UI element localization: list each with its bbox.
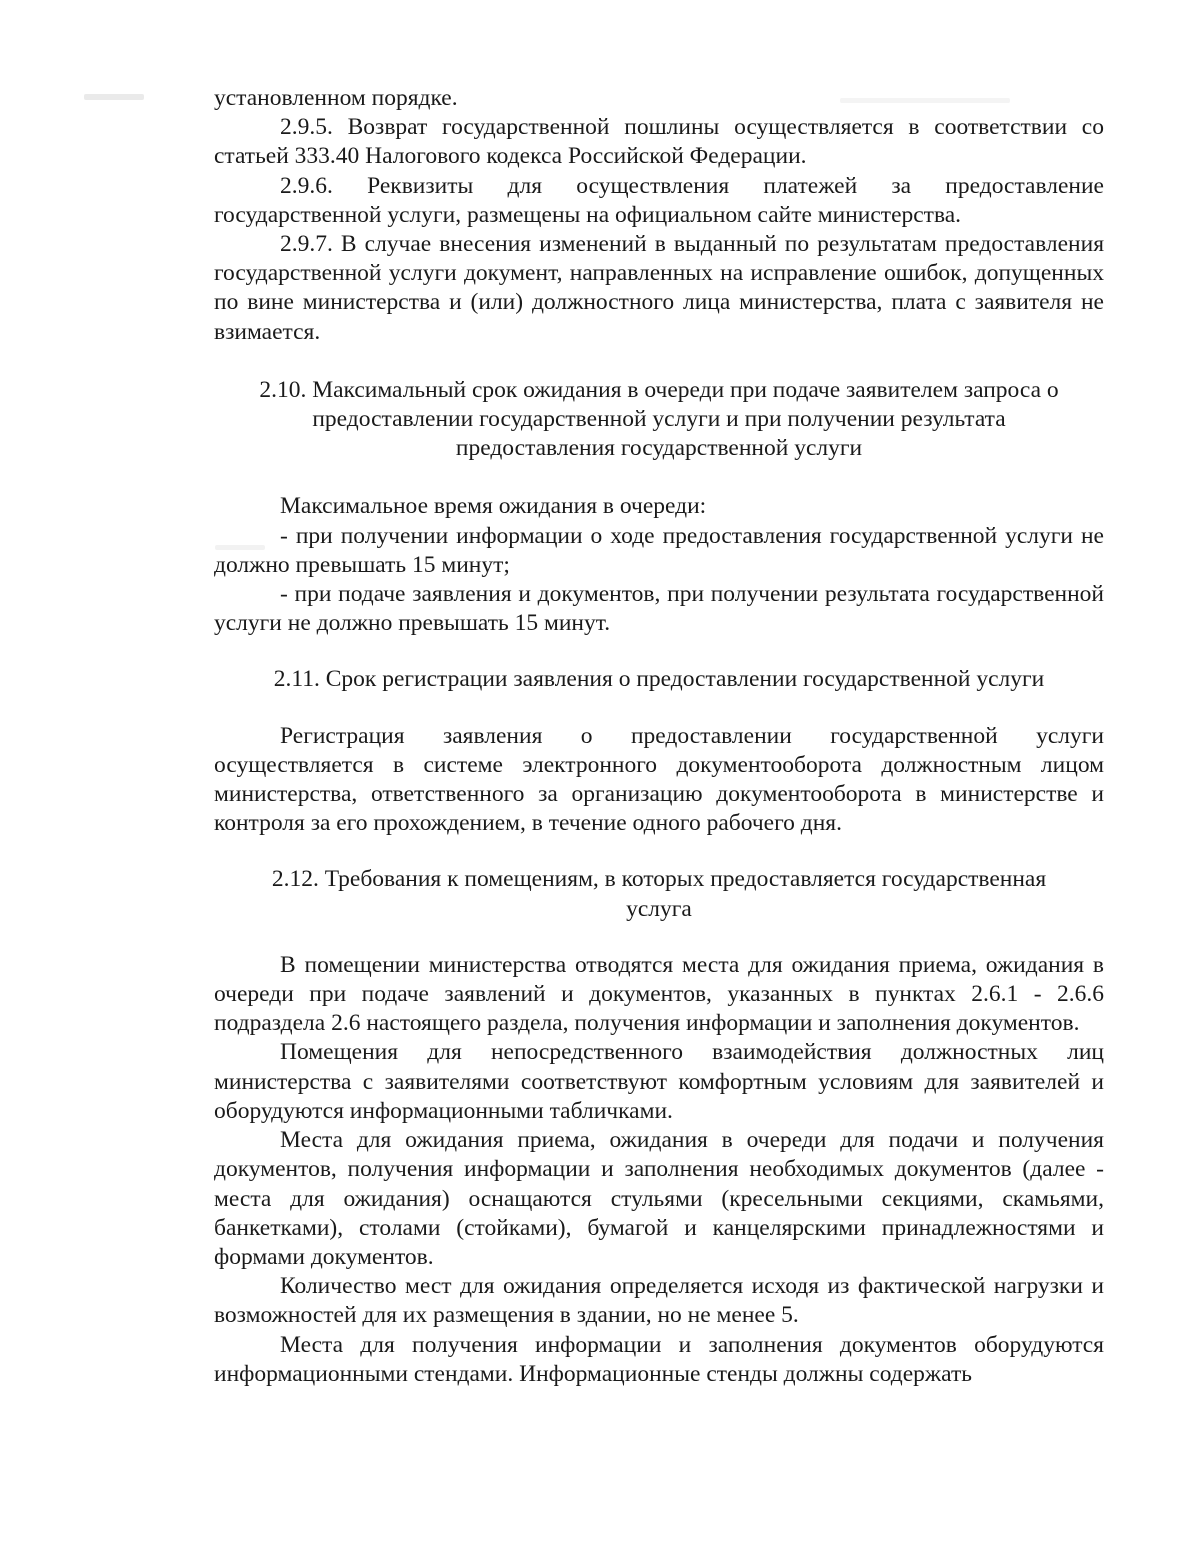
heading-2-10-line3: предоставления государственной услуги [455, 435, 863, 462]
spacer [214, 347, 1104, 376]
scan-smudge [84, 94, 144, 100]
heading-2-10 [214, 376, 1104, 464]
heading-2-12-line1: 2.12. Требования к помещениям, в которых предоставляется государственная [271, 866, 1047, 893]
paragraph-2-9-6: 2.9.6. Реквизиты для осуществления платежей за предоставление государственной услуги, размещены на официальном сайте министерства. [214, 172, 1104, 228]
spacer [214, 695, 1104, 722]
paragraph-places-count: Количество мест для ожидания определяется исходя из фактической нагрузки и возможностей для их размещения в здании, но не менее 5. [214, 1273, 1104, 1329]
spacer [214, 463, 1104, 492]
paragraph-max-wait: Максимальное время ожидания в очереди: [280, 493, 707, 520]
heading-2-12-line2: услуга [626, 895, 692, 922]
spacer [214, 924, 1104, 951]
heading-2-11: 2.11. Срок регистрации заявления о предоставлении государственной услуги [273, 666, 1045, 693]
heading-2-10-line1: 2.10. Максимальный срок ожидания в очереди при подаче заявителем запроса о [259, 376, 1059, 403]
paragraph-wait-submission: - при подаче заявления и документов, при получении результата государственной услуги не должно превышать 15 минут. [214, 581, 1104, 637]
paragraph-interaction-rooms: Помещения для непосредственного взаимодействия должностных лиц министерства с заявителями соответствуют комфортным условиям для заявителей и оборудуются информационными табличками. [214, 1039, 1104, 1124]
paragraph-waiting-places: Места для ожидания приема, ожидания в очереди для подачи и получения документов, получения информации и заполнения необходимых документов (далее - места для ожидания) оснащаются стульями (кресельными секциями, скамьями, банкетками), столами (стойками), бумагой и канцелярскими принадлежностями и формами документов. [214, 1127, 1104, 1270]
paragraph-2-9-5: 2.9.5. Возврат государственной пошлины осуществляется в соответствии со статьей 333.40 Налогового кодекса Российской Федерации. [214, 114, 1104, 170]
paragraph-wait-info: - при получении информации о ходе предоставления государственной услуги не должно превышать 15 минут; [214, 522, 1104, 578]
paragraph-premises: В помещении министерства отводятся места для ожидания приема, ожидания в очереди при подаче заявлений и документов, указанных в пунктах 2.6.1 - 2.6.6 подраздела 2.6 настоящего раздела, получения информации и заполнения документов. [214, 951, 1104, 1037]
heading-2-12 [214, 865, 1104, 923]
document-page [214, 84, 1104, 1389]
heading-2-10-line2: предоставлении государственной услуги и при получении результата [312, 406, 1006, 433]
paragraph-2-9-7: 2.9.7. В случае внесения изменений в выданный по результатам предоставления государственной услуги документ, направленных на исправление ошибок, допущенных по вине министерства и (или) должностного лица министерства, плата с заявителя не взимается. [214, 231, 1104, 345]
paragraph-registration: Регистрация заявления о предоставлении государственной услуги осуществляется в системе электронного документооборота должностным лицом министерства, ответственного за организацию документооборота в министерстве и контроля за его прохождением, в течение одного рабочего дня. [214, 722, 1104, 837]
paragraph-intro: установленном порядке. [214, 85, 458, 111]
spacer [214, 638, 1104, 665]
paragraph-info-stands: Места для получения информации и заполнения документов оборудуются информационными стендами. Информационные стенды должны содержать [214, 1331, 1104, 1387]
spacer [214, 838, 1104, 865]
